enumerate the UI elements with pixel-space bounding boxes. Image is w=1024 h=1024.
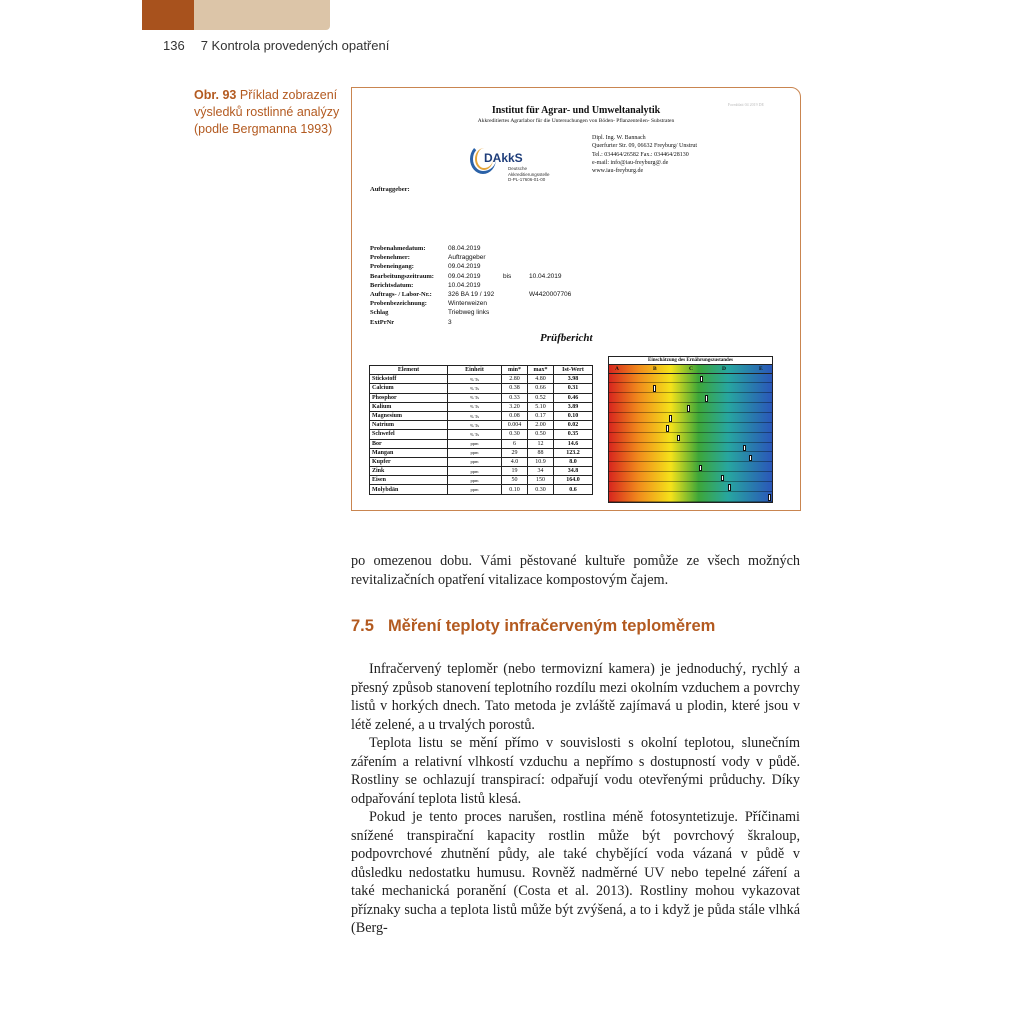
scale-letter: A: [615, 366, 619, 372]
dakks-wordmark: DAkkS: [484, 151, 523, 165]
value-marker: [749, 455, 752, 462]
value-cell: 3.98: [554, 375, 593, 384]
value-cell: 0.46: [554, 393, 593, 402]
meta-extra: [503, 308, 529, 317]
meta-row: [370, 308, 571, 317]
element-cell: Eisen: [370, 476, 448, 485]
section-number: 7.5: [351, 617, 374, 635]
min-cell: 19: [502, 467, 528, 476]
table-row: [370, 402, 593, 411]
value-cell: 164.0: [554, 476, 593, 485]
header-band-dark: [142, 0, 194, 30]
max-cell: 2.00: [528, 421, 554, 430]
institute-subtitle: Akkreditiertes Agrarlabor für die Untersuchungen von Böden- Pflanzenteilen- Substraten: [477, 118, 675, 124]
scale-gradient: [608, 365, 773, 503]
value-cell: 0.31: [554, 384, 593, 393]
unit-cell: ppm: [448, 476, 502, 485]
value-marker: [699, 465, 702, 472]
max-cell: 0.66: [528, 384, 554, 393]
min-cell: 0.10: [502, 485, 528, 494]
unit-cell: % Ts: [448, 402, 502, 411]
min-cell: 2.80: [502, 375, 528, 384]
max-cell: 0.50: [528, 430, 554, 439]
contact-block: [592, 134, 697, 175]
unit-cell: ppm: [448, 485, 502, 494]
unit-cell: % Ts: [448, 375, 502, 384]
meta-extra: [503, 318, 529, 327]
contact-line: Querfurter Str. 09, 06632 Freyburg/ Unstrut: [592, 143, 698, 150]
sample-metadata: [370, 244, 571, 327]
scale-row: [609, 404, 772, 413]
value-cell: 123.2: [554, 448, 593, 457]
min-cell: 0.08: [502, 411, 528, 420]
meta-key: Probenahmedatum:: [370, 245, 426, 252]
client-label: Auftraggeber:: [370, 186, 410, 193]
element-cell: Natrium: [370, 421, 448, 430]
contact-line: e-mail: info@iau-freyburg@.de: [592, 159, 669, 166]
value-marker: [653, 385, 656, 392]
unit-cell: % Ts: [448, 393, 502, 402]
value-marker: [743, 445, 746, 452]
value-marker: [687, 405, 690, 412]
meta-key: Bearbeitungszeitraum:: [370, 272, 434, 280]
section-heading: [351, 617, 715, 636]
value-marker: [768, 494, 771, 501]
meta-value-2: 10.04.2019: [529, 272, 562, 280]
element-cell: Calcium: [370, 384, 448, 393]
meta-row: [370, 318, 571, 327]
element-cell: Magnesium: [370, 411, 448, 420]
paragraph: Teplota listu se mění přímo v souvislosti s okolní teplotou, slunečním zářením a relativní vlhkostí vzduchu a nepřímo s dostupností vody v půdě. Rostliny se ochlazují transpirací: odpařují vodu otevřenými průduchy. Díky odpařování teplota listů klesá.: [351, 735, 800, 807]
nutrition-status-scale: [608, 356, 773, 503]
scale-row: [609, 463, 772, 472]
section-body: [351, 660, 800, 938]
meta-value: Triebweg links: [448, 309, 490, 317]
unit-cell: ppm: [448, 467, 502, 476]
element-cell: Kalium: [370, 402, 448, 411]
max-cell: 34: [528, 467, 554, 476]
max-cell: 5.10: [528, 402, 554, 411]
value-marker: [669, 415, 672, 422]
min-cell: 6: [502, 439, 528, 448]
scale-row: [609, 473, 772, 482]
max-cell: 88: [528, 448, 554, 457]
element-cell: Mangan: [370, 448, 448, 457]
meta-value: 3: [448, 318, 452, 326]
scale-row: [609, 433, 772, 442]
value-marker: [677, 435, 680, 442]
scale-row: [609, 374, 772, 383]
table-header-row: [370, 366, 593, 375]
caption-text: Příklad zobrazení výsledků rostlinné analýzy (podle Bergmanna 1993): [194, 88, 340, 136]
dakks-logo: [470, 140, 570, 186]
table-row: [370, 439, 593, 448]
value-marker: [728, 484, 731, 491]
running-head: [163, 38, 389, 53]
min-cell: 0.38: [502, 384, 528, 393]
max-cell: 0.30: [528, 485, 554, 494]
max-cell: 150: [528, 476, 554, 485]
table-row: [370, 467, 593, 476]
max-cell: 10.9: [528, 457, 554, 466]
table-row: [370, 457, 593, 466]
meta-value-2: W4420007706: [529, 290, 572, 298]
page-number: 136: [163, 38, 185, 53]
scale-row: [609, 443, 772, 452]
meta-value: 10.04.2019: [448, 281, 481, 289]
paragraph: Pokud je tento proces narušen, rostlina méně fotosyntetizuje. Příčinami snížené transpirační kapacity rostlin může být povrchový škraloup, podpovrchové zhutnění půdy, ale také chybějící voda vázaná v půdě v důsledku nedostatku humusu. Rovněž nadměrné UV nebo tepelné záření a také mechanická poranění (Costa et al. 2013). Rostliny mohou vykazovat příznaky sucha a teplota listů může být zvýšená, a to i když je půda stále vlhká (Berg-: [351, 809, 800, 936]
col-header: Ist-Wert: [554, 366, 593, 375]
scale-row: [609, 384, 772, 393]
scale-title: Einschätzung des Ernährungszustandes: [608, 356, 773, 365]
element-cell: Zink: [370, 467, 448, 476]
max-cell: 4.80: [528, 375, 554, 384]
meta-key: Probenbezeichnung:: [370, 300, 427, 308]
scale-row: [609, 424, 772, 433]
scale-letter: E: [759, 366, 763, 372]
meta-key: Probenehmer:: [370, 254, 410, 262]
table-row: [370, 485, 593, 494]
unit-cell: % Ts: [448, 430, 502, 439]
min-cell: 3.20: [502, 402, 528, 411]
scale-letters: [609, 365, 772, 374]
scale-letter: C: [689, 366, 693, 372]
meta-extra: [503, 281, 529, 290]
scale-row: [609, 493, 772, 502]
value-cell: 14.6: [554, 439, 593, 448]
meta-extra: [503, 299, 529, 308]
value-cell: 3.89: [554, 402, 593, 411]
figure-caption: [194, 87, 342, 138]
element-cell: Schwefel: [370, 430, 448, 439]
table-row: [370, 421, 593, 430]
institute-title: Institut für Agrar- und Umweltanalytik: [491, 105, 661, 116]
min-cell: 29: [502, 448, 528, 457]
table-row: [370, 411, 593, 420]
meta-extra: [503, 253, 529, 262]
scale-letter: D: [722, 366, 726, 372]
meta-key: ExtPrNr: [370, 318, 395, 326]
section-title: Měření teploty infračerveným teploměrem: [387, 617, 716, 635]
paragraph: Infračervený teploměr (nebo termovizní kamera) je jednoduchý, rychlý a přesný způsob stanovení teplotního rozdílu mezi okolním vzduchem a povrchy listů v horkých dnech. Tato metoda je zvláště zajímavá u plodin, které jsou v létě zelené, a u trvalých porostů.: [351, 661, 800, 733]
value-cell: 8.0: [554, 457, 593, 466]
table-row: [370, 375, 593, 384]
meta-value: Auftraggeber: [448, 254, 486, 262]
results-table: [369, 365, 593, 495]
meta-row: [370, 272, 571, 281]
meta-row: [370, 290, 571, 299]
meta-row: [370, 262, 571, 271]
scale-row: [609, 483, 772, 492]
meta-key: Schlag: [370, 309, 389, 317]
col-header: Einheit: [448, 366, 502, 375]
paragraph-continued: po omezenou dobu. Vámi pěstované kultuře pomůže ze všech možných revitalizačních opatření vitalizace kompostovým čajem.: [351, 553, 800, 588]
caption-label: Obr. 93: [194, 88, 237, 102]
lab-report-figure: [351, 87, 801, 511]
element-cell: Bor: [370, 439, 448, 448]
unit-cell: % Ts: [448, 384, 502, 393]
contact-line: Dipl. Ing. W. Bannach: [592, 135, 646, 141]
value-marker: [721, 475, 724, 482]
report-title: Prüfbericht: [540, 332, 593, 344]
value-marker: [705, 395, 708, 402]
table-row: [370, 476, 593, 485]
contact-line: Tel.: 034464/26582 Fax.: 034464/28130: [592, 151, 689, 158]
col-header: Element: [370, 366, 448, 375]
element-cell: Kupfer: [370, 457, 448, 466]
meta-row: [370, 281, 571, 290]
max-cell: 12: [528, 439, 554, 448]
min-cell: 0.30: [502, 430, 528, 439]
form-watermark: Formblatt 04 2019 DE: [727, 102, 764, 107]
dakks-subtext: Deutsche Akkreditierungsstelle D-PL-17606-01-00: [508, 166, 550, 182]
meta-row: [370, 253, 571, 262]
element-cell: Molybdän: [370, 485, 448, 494]
meta-key: Berichtsdatum:: [370, 281, 414, 289]
unit-cell: ppm: [448, 457, 502, 466]
min-cell: 4.0: [502, 457, 528, 466]
scale-row: [609, 394, 772, 403]
min-cell: 0.33: [502, 393, 528, 402]
scale-row: [609, 414, 772, 423]
value-cell: 0.02: [554, 421, 593, 430]
contact-line: www.iau-freyburg.de: [592, 168, 644, 175]
value-cell: 34.8: [554, 467, 593, 476]
scale-row: [609, 453, 772, 462]
unit-cell: % Ts: [448, 421, 502, 430]
max-cell: 0.17: [528, 411, 554, 420]
value-marker: [666, 425, 669, 432]
meta-extra: bis: [503, 272, 512, 280]
max-cell: 0.52: [528, 393, 554, 402]
table-row: [370, 393, 593, 402]
unit-cell: ppm: [448, 448, 502, 457]
header-band-light: [194, 0, 330, 30]
element-cell: Stickstoff: [370, 375, 448, 384]
table-row: [370, 430, 593, 439]
table-row: [370, 448, 593, 457]
meta-value: Winterweizen: [448, 300, 488, 308]
meta-value: 09.04.2019: [448, 272, 481, 280]
meta-key: Probeneingang:: [370, 263, 414, 271]
meta-extra: [503, 244, 529, 253]
meta-extra: [503, 290, 529, 299]
value-cell: 0.6: [554, 485, 593, 494]
element-cell: Phosphor: [370, 393, 448, 402]
table-row: [370, 384, 593, 393]
unit-cell: ppm: [448, 439, 502, 448]
col-header: min*: [502, 366, 528, 375]
meta-value: 08.04.2019: [448, 245, 481, 252]
meta-row: [370, 299, 571, 308]
min-cell: 0.004: [502, 421, 528, 430]
scale-letter: B: [653, 366, 657, 372]
meta-key: Auftrags- / Labor-Nr.:: [370, 290, 432, 298]
value-cell: 0.10: [554, 411, 593, 420]
value-cell: 0.35: [554, 430, 593, 439]
value-marker: [700, 376, 703, 383]
unit-cell: % Ts: [448, 411, 502, 420]
col-header: max*: [528, 366, 554, 375]
meta-extra: [503, 262, 529, 271]
meta-value: 326 BA 19 / 192: [448, 290, 495, 298]
min-cell: 50: [502, 476, 528, 485]
meta-row: [370, 244, 571, 253]
meta-value: 09.04.2019: [448, 263, 481, 271]
chapter-title: 7 Kontrola provedených opatření: [200, 38, 390, 53]
